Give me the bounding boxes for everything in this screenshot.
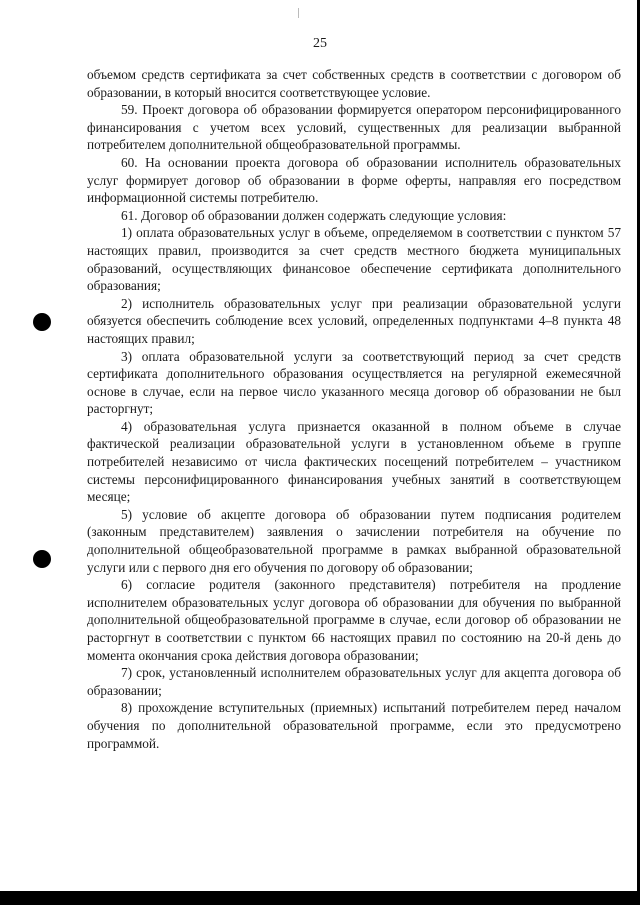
paragraph: 59. Проект договора об образовании формируется оператором персонифицированного финансирования с учетом всех условий, существенных для реализации выбранной потребителем дополнительной общеобразовательной программы. [87, 102, 621, 153]
document-body [87, 66, 621, 752]
paragraph: 6) согласие родителя (законного представителя) потребителя на продление исполнителем образовательных услуг договора об образовании для обучения по выбранной дополнительной общеобразовательной программе в случае, если договор об образовании не расторгнут в соответствии с пунктом 66 настоящих правил по состоянию на 20-й день до момента окончания срока действия договора образовании; [87, 577, 621, 663]
paragraph: 5) условие об акцепте договора об образовании путем подписания родителем (законным представителем) заявления о зачислении потребителя на обучение по дополнительной общеобразовательной программе в рамках выбранной образовательной услуги или с первого дня его обучения по договору об образовании; [87, 506, 621, 575]
paragraph: 7) срок, установленный исполнителем образовательных услуг для акцепта договора об образовании; [87, 665, 621, 698]
paragraph: 1) оплата образовательных услуг в объеме, определяемом в соответствии с пунктом 57 настоящих правил, производится за счет средств местного бюджета муниципальных образований, осуществляющих финансовое обеспечение сертификата дополнительного образования; [87, 225, 621, 294]
paragraph: 3) оплата образовательной услуги за соответствующий период за счет средств сертификата дополнительного образования осуществляется на регулярной ежемесячной основе в случае, если на первое число указанного месяца договор об образовании не был расторгнут; [87, 348, 621, 417]
paragraph: 4) образовательная услуга признается оказанной в полном объеме в случае фактической реализации образовательной услуги в установленном объеме в группе потребителей независимо от числа фактических посещений потребителем – участником системы персонифицированного финансирования учебных занятий в соответствующем месяце; [87, 418, 621, 505]
paragraph: 2) исполнитель образовательных услуг при реализации образовательной услуги обязуется обеспечить соблюдение всех условий, определенных подпунктами 4–8 пункта 48 настоящих правил; [87, 295, 621, 346]
scan-edge-bottom [0, 891, 640, 905]
paragraph: 8) прохождение вступительных (приемных) испытаний потребителем перед началом обучения по дополнительной образовательной программе, если это предусмотрено программой. [87, 700, 621, 751]
page-number: 25 [313, 36, 327, 51]
paragraph: 60. На основании проекта договора об образовании исполнитель образовательных услуг формирует договор об образовании в форме оферты, направляя его посредством информационной системы потребителю. [87, 154, 621, 206]
punch-hole-bottom [33, 550, 51, 568]
punch-hole-top [33, 313, 51, 331]
paragraph: объемом средств сертификата за счет собственных средств в соответствии с договором об образовании, в который вносится соответствующее условие. [87, 67, 621, 100]
scan-mark [298, 8, 299, 18]
paragraph: 61. Договор об образовании должен содержать следующие условия: [121, 207, 507, 223]
